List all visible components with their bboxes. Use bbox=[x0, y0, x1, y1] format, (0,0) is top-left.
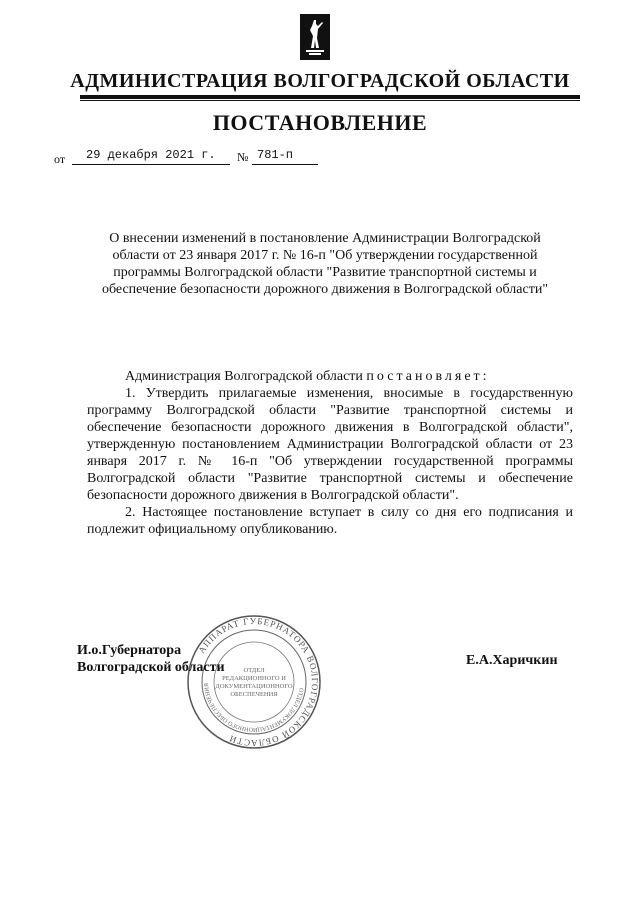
organization-title: АДМИНИСТРАЦИЯ ВОЛГОГРАДСКОЙ ОБЛАСТИ bbox=[70, 70, 570, 92]
official-stamp bbox=[186, 614, 322, 750]
signatory-title-line-1: И.о.Губернатора bbox=[77, 643, 182, 658]
stamp-center-line-3: ДОКУМЕНТАЦИОННОГО bbox=[215, 683, 293, 690]
stamp-center-line-4: ОБЕСПЕЧЕНИЯ bbox=[230, 691, 278, 698]
regional-emblem-icon bbox=[300, 14, 330, 60]
document-body bbox=[87, 368, 573, 538]
date-prefix: от bbox=[54, 152, 66, 166]
date-underline bbox=[72, 164, 230, 165]
intro-action: постановляет: bbox=[366, 369, 490, 384]
signatory-title-line-2: Волгоградской области bbox=[77, 660, 225, 675]
signatory-name: Е.А.Харичкин bbox=[466, 653, 558, 668]
stamp-center-line-2: РЕДАКЦИОННОГО И bbox=[222, 675, 286, 682]
document-number: 781-п bbox=[257, 148, 294, 162]
number-underline bbox=[252, 164, 318, 165]
intro-lead: Администрация Волгоградской области bbox=[125, 369, 367, 384]
stamp-outer-text: АППАРАТ ГУБЕРНАТОРА ВОЛГОГРАДСКОЙ ОБЛАСТИ bbox=[196, 615, 321, 749]
number-prefix: № bbox=[237, 150, 249, 164]
stamp-center-line-1: ОТДЕЛ bbox=[243, 667, 265, 674]
header-rule-thin bbox=[80, 100, 580, 101]
document-subject: О внесении изменений в постановление Администрации Волгоградской области от 23 января 2017 г. № 16-п "Об утверждении государственной программы Волгоградской области "Развитие транспортной системы и обеспечение безопасности дорожного движения в Волгоградской области" bbox=[101, 231, 549, 297]
item-2: 2. Настоящее постановление вступает в силу со дня его подписания и подлежит официальному опубликованию. bbox=[87, 505, 573, 537]
item-1: 1. Утвердить прилагаемые изменения, вносимые в государственную программу Волгоградской области "Развитие транспортной системы и обеспечение безопасности дорожного движения в Волгоградской области", утвержденную постановлением Администрации Волгоградской области от 23 января 2017 г. № 16-п "Об утверждении государственной программы Волгоградской области "Развитие транспортной системы и обеспечение безопасности дорожного движения в Волгоградской области". bbox=[87, 386, 573, 503]
document-date: 29 декабря 2021 г. bbox=[86, 148, 216, 162]
intro-paragraph bbox=[87, 368, 573, 385]
header-rule-thick bbox=[80, 95, 580, 99]
document-type-heading: ПОСТАНОВЛЕНИЕ bbox=[212, 110, 428, 135]
signatory-title bbox=[77, 642, 225, 676]
stamp-inner-ring-text: ОТДЕЛ ДОКУМЕНТАЦИОННОГО ОБЕСПЕЧЕНИЯ bbox=[203, 682, 304, 733]
